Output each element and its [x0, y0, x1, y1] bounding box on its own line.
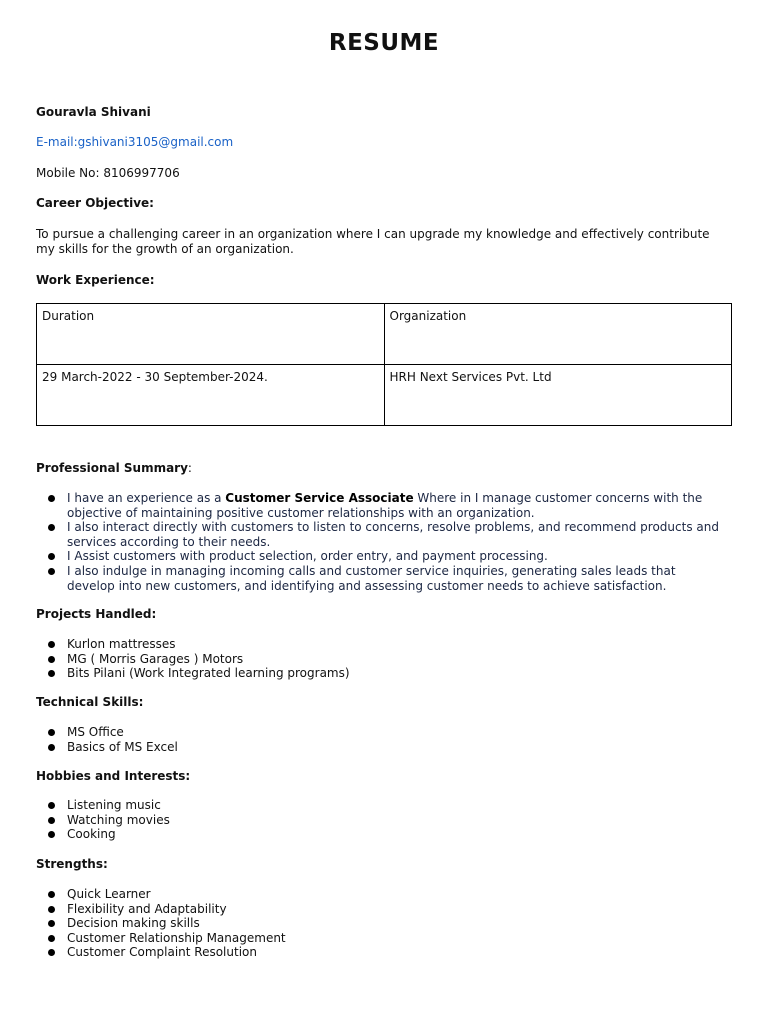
technical-skills-list	[36, 725, 178, 754]
projects-heading: Projects Handled:	[36, 607, 157, 621]
mobile-text: Mobile No: 8106997706	[36, 166, 180, 180]
strengths-list	[36, 887, 286, 960]
list-item: I also indulge in managing incoming calls and customer service inquiries, generating sales leads that develop into new customers, and identifying and assessing customer needs to achieve satisfaction.	[36, 564, 726, 593]
technical-skills-heading: Technical Skills:	[36, 695, 144, 709]
career-objective-text: To pursue a challenging career in an organization where I can upgrade my knowledge and effectively contribute my skills for the growth of an organization.	[36, 227, 710, 256]
list-item: MG ( Morris Garages ) Motors	[36, 652, 350, 667]
list-item: Customer Complaint Resolution	[36, 945, 286, 960]
table-row	[37, 365, 732, 426]
hobbies-heading: Hobbies and Interests:	[36, 769, 191, 783]
strengths-heading: Strengths:	[36, 857, 108, 871]
list-item: I have an experience as a Customer Service Associate Where in I manage customer concerns with the objective of maintaining positive customer relationships with an organization.	[36, 491, 726, 520]
list-item: Listening music	[36, 798, 170, 813]
hobbies-list	[36, 798, 170, 842]
list-item: I Assist customers with product selection, order entry, and payment processing.	[36, 549, 726, 564]
candidate-name: Gouravla Shivani	[36, 105, 151, 119]
list-item: Customer Relationship Management	[36, 931, 286, 946]
email-text: E-mail:gshivani3105@gmail.com	[36, 135, 234, 149]
work-experience-table	[36, 303, 732, 426]
list-item: MS Office	[36, 725, 178, 740]
projects-list	[36, 637, 350, 681]
table-header-row	[37, 304, 732, 365]
list-item: Watching movies	[36, 813, 170, 828]
professional-summary-list	[36, 491, 726, 593]
list-item: Kurlon mattresses	[36, 637, 350, 652]
list-item: I also interact directly with customers to listen to concerns, resolve problems, and recommend products and services according to their needs.	[36, 520, 726, 549]
list-item: Flexibility and Adaptability	[36, 902, 286, 917]
list-item: Cooking	[36, 827, 170, 842]
table-cell: HRH Next Services Pvt. Ltd	[384, 365, 732, 426]
table-cell: 29 March-2022 - 30 September-2024.	[37, 365, 385, 426]
work-experience-heading: Work Experience:	[36, 273, 155, 287]
professional-summary-label: Professional Summary	[36, 461, 188, 475]
list-item: Decision making skills	[36, 916, 286, 931]
table-header-cell: Organization	[384, 304, 732, 365]
list-item: Quick Learner	[36, 887, 286, 902]
career-objective-heading: Career Objective:	[36, 196, 154, 210]
list-item: Bits Pilani (Work Integrated learning programs)	[36, 666, 350, 681]
table-header-cell: Duration	[37, 304, 385, 365]
professional-summary-colon: :	[187, 461, 192, 475]
page-title: RESUME	[328, 30, 440, 56]
list-item: Basics of MS Excel	[36, 740, 178, 755]
professional-summary-heading	[36, 461, 192, 475]
